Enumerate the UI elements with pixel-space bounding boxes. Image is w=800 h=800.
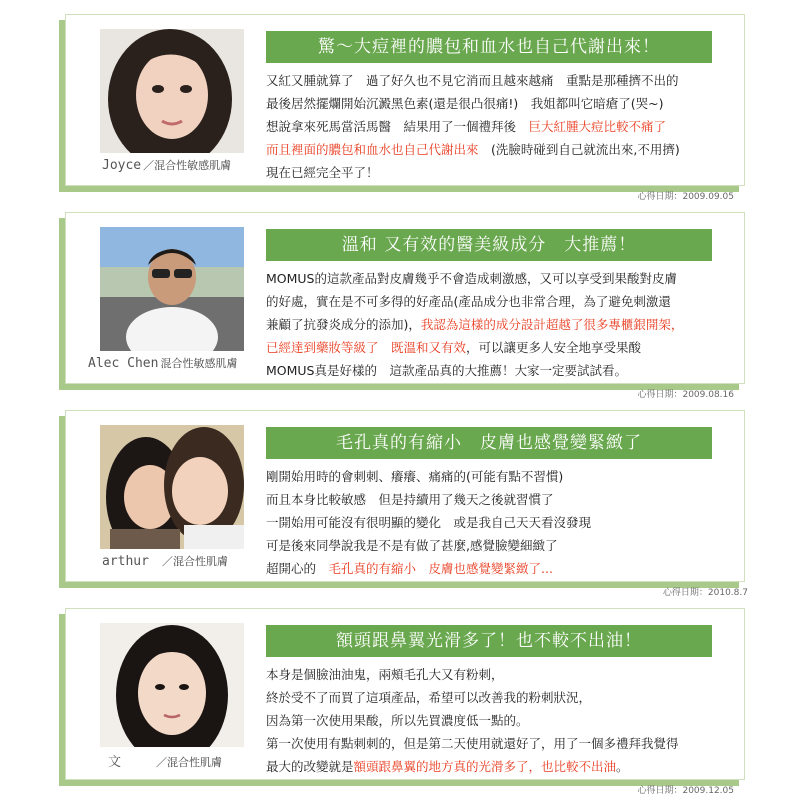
testimonial-body (266, 69, 716, 184)
testimonial-line (266, 488, 716, 511)
highlighted-text: 毛孔真的有縮小 皮膚也感覺變緊緻了... (328, 561, 553, 576)
testimonial-headline: 額頭跟鼻翼光滑多了！也不較不出油！ (266, 625, 712, 657)
body-text-segment: 想說拿來死馬當活馬醫 結果用了一個禮拜後 (266, 119, 529, 134)
reviewer-caption (102, 157, 252, 173)
body-text-segment: 本身是個臉油油鬼，兩頰毛孔大又有粉刺， (266, 667, 504, 682)
reviewer-name: arthur (102, 554, 149, 569)
reviewer-photo-image (100, 623, 244, 747)
reviewer-name: Joyce (102, 158, 142, 173)
testimonial-line (266, 69, 716, 92)
testimonial-body (266, 465, 716, 580)
body-text-segment: 第一次使用有點刺刺的，但是第二天使用就還好了，用了一個多禮拜我覺得 (266, 736, 679, 751)
body-text-segment: 超開心的 (266, 561, 329, 576)
body-text-segment: 最後居然擺爛開始沉澱黑色素(還是很凸很痛!) 我姐都叫它暗瘡了(哭~) (266, 96, 664, 111)
testimonial-line (266, 336, 716, 359)
testimonial-card-2 (65, 212, 745, 400)
highlighted-text: 而且裡面的膿包和血水也自己代謝出來 (266, 142, 479, 157)
testimonial-line (266, 709, 716, 732)
testimonial-line (266, 686, 716, 709)
body-text-segment: MOMUS的這款產品對皮膚幾乎不會造成刺激感，又可以享受到果酸對皮膚 (266, 271, 677, 286)
testimonial-line (266, 267, 716, 290)
body-text-segment: 最大的改變就是 (266, 759, 354, 774)
body-text-segment: 終於受不了而買了這項產品，希望可以改善我的粉刺狀況， (266, 690, 592, 705)
body-text-segment: MOMUS真是好樣的 這款產品真的大推薦！大家一定要試試看。 (266, 363, 627, 378)
reviewer-caption (88, 355, 238, 371)
body-text-segment: 因為第一次使用果酸，所以先買濃度低一點的。 (266, 713, 529, 728)
testimonial-date: 心得日期：2009.12.05 (637, 786, 734, 796)
testimonial-line (266, 465, 716, 488)
body-text-segment: 可是後來同學說我是不是有做了甚麼,感覺臉變細緻了 (266, 538, 558, 553)
reviewer-photo-image (100, 29, 244, 153)
reviewer-skin-type: ／混合性敏感肌膚 (143, 159, 232, 172)
testimonial-line (266, 290, 716, 313)
testimonial-line (266, 511, 716, 534)
testimonial-line (266, 534, 716, 557)
reviewer-photo-image (100, 227, 244, 351)
reviewer-skin-type: ／混合性肌膚 (161, 555, 228, 568)
highlighted-text: 額頭跟鼻翼的地方真的光滑多了，也比較不出油 (353, 759, 617, 774)
testimonial-headline: 毛孔真的有縮小 皮膚也感覺變緊緻了 (266, 427, 712, 459)
body-text-segment: ，可以讓更多人安全地享受果酸 (466, 340, 642, 355)
testimonial-line (266, 359, 716, 382)
testimonial-card-1 (65, 14, 745, 202)
reviewer-skin-type: 混合性敏感肌膚 (160, 357, 238, 370)
testimonial-line (266, 755, 716, 778)
reviewer-name: Alec Chen (88, 356, 159, 371)
testimonial-card-3 (65, 410, 748, 598)
testimonial-date: 心得日期：2009.08.16 (637, 390, 734, 400)
reviewer-photo-image (100, 425, 244, 549)
testimonial-line (266, 92, 716, 115)
body-text-segment: 剛開始用時的會刺刺、癢癢、痛痛的(可能有點不習慣) (266, 469, 564, 484)
testimonial-body (266, 663, 716, 778)
reviewer-name: 文 (108, 755, 122, 770)
body-text-segment: 。 (616, 759, 629, 774)
testimonial-line (266, 161, 716, 184)
body-text-segment: 一開始用可能沒有很明顯的變化 或是我自己天天看沒發現 (266, 515, 592, 530)
testimonial-line (266, 732, 716, 755)
testimonial-date: 心得日期：2009.09.05 (637, 192, 734, 202)
reviewer-caption (102, 553, 252, 569)
testimonial-headline: 溫和 又有效的醫美級成分 大推薦！ (266, 229, 712, 261)
body-text-segment: 的好處，實在是不可多得的好產品(產品成分也非常合理，為了避免刺激還 (266, 294, 671, 309)
testimonial-line (266, 557, 716, 580)
testimonial-card-4 (65, 608, 745, 796)
reviewer-skin-type: ／混合性肌膚 (156, 756, 223, 769)
reviewer-photo (100, 425, 244, 549)
testimonial-line (266, 313, 716, 336)
testimonial-headline: 驚～大痘裡的膿包和血水也自己代謝出來！ (266, 31, 712, 63)
body-text-segment: 兼顧了抗發炎成分的添加)， (266, 317, 421, 332)
testimonial-line (266, 115, 716, 138)
highlighted-text: 我認為這樣的成分設計超越了很多專櫃銀開架， (420, 317, 684, 332)
body-text-segment: 現在已經完全平了！ (266, 165, 379, 180)
testimonial-line (266, 663, 716, 686)
testimonial-date: 心得日期：2010.8.7 (662, 588, 748, 598)
testimonial-line (266, 138, 716, 161)
body-text-segment: (洗臉時碰到自己就流出來,不用擠) (478, 142, 680, 157)
testimonial-body (266, 267, 716, 382)
body-text-segment: 又紅又腫就算了 過了好久也不見它消而且越來越痛 重點是那種擠不出的 (266, 73, 679, 88)
reviewer-photo (100, 227, 244, 351)
reviewer-caption (108, 751, 258, 770)
reviewer-photo (100, 623, 244, 747)
body-text-segment: 而且本身比較敏感 但是持續用了幾天之後就習慣了 (266, 492, 554, 507)
highlighted-text: 已經達到藥妝等級了 既溫和又有效 (266, 340, 467, 355)
highlighted-text: 巨大紅腫大痘比較不痛了 (528, 119, 667, 134)
reviewer-photo (100, 29, 244, 153)
